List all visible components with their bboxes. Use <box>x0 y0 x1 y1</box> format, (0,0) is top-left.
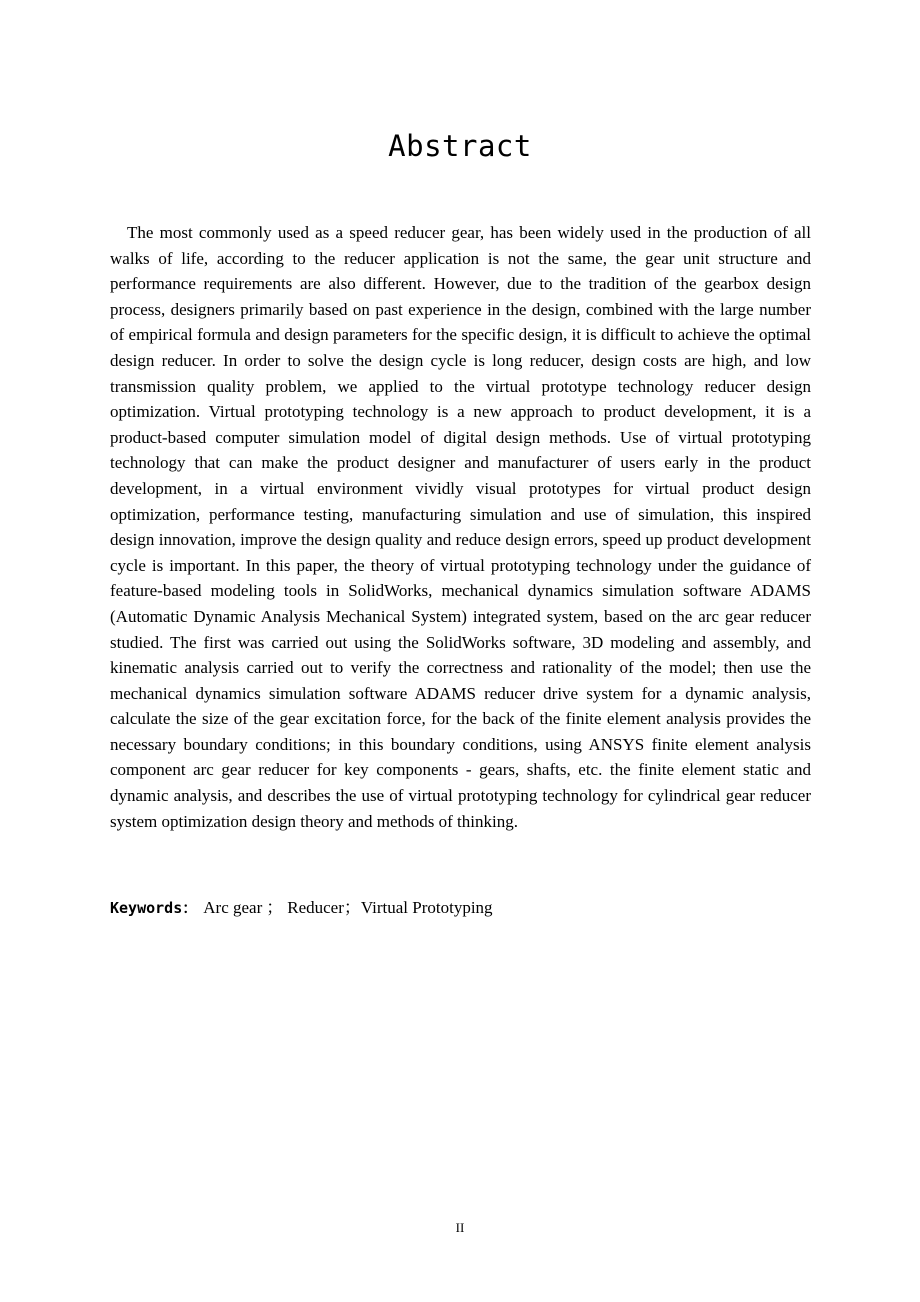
page-number: II <box>455 1220 465 1235</box>
keyword-item: Reducer <box>287 898 344 917</box>
keywords-label: Keywords： <box>110 899 198 917</box>
keyword-separator: ； <box>266 898 284 917</box>
keyword-item: Virtual Prototyping <box>360 898 493 917</box>
keyword-separator: ； <box>343 898 361 917</box>
keyword-item: Arc gear <box>203 898 263 917</box>
abstract-title: Abstract <box>388 129 532 163</box>
keywords-line <box>110 895 493 921</box>
abstract-body: The most commonly used as a speed reducer gear, has been widely used in the production of all walks of life, according to the reducer application is not the same, the gear unit structure and performance requirements are also different. However, due to the tradition of the gearbox design process, designers primarily based on past experience in the design, combined with the large number of empirical formula and design parameters for the specific design, it is difficult to achieve the optimal design reducer. In order to solve the design cycle is long reducer, design costs are high, and low transmission quality problem, we applied to the virtual prototype technology reducer design optimization. Virtual prototyping technology is a new approach to product development, it is a product-based computer simulation model of digital design methods. Use of virtual prototyping technology that can make the product designer and manufacturer of users early in the product development, in a virtual environment vividly visual prototypes for virtual product design optimization, performance testing, manufacturing simulation and use of simulation, this inspired design innovation, improve the design quality and reduce design errors, speed up product development cycle is important. In this paper, the theory of virtual prototyping technology under the guidance of feature-based modeling tools in SolidWorks, mechanical dynamics simulation software ADAMS (Automatic Dynamic Analysis Mechanical System) integrated system, based on the arc gear reducer studied. The first was carried out using the SolidWorks software, 3D modeling and assembly, and kinematic analysis carried out to verify the correctness and rationality of the model; then use the mechanical dynamics simulation software ADAMS reducer drive system for a dynamic analysis, calculate the size of the gear excitation force, for the back of the finite element analysis provides the necessary boundary conditions; in this boundary conditions, using ANSYS finite element analysis component arc gear reducer for key components - gears, shafts, etc. the finite element static and dynamic analysis, and describes the use of virtual prototyping technology for cylindrical gear reducer system optimization design theory and methods of thinking. <box>110 223 811 831</box>
